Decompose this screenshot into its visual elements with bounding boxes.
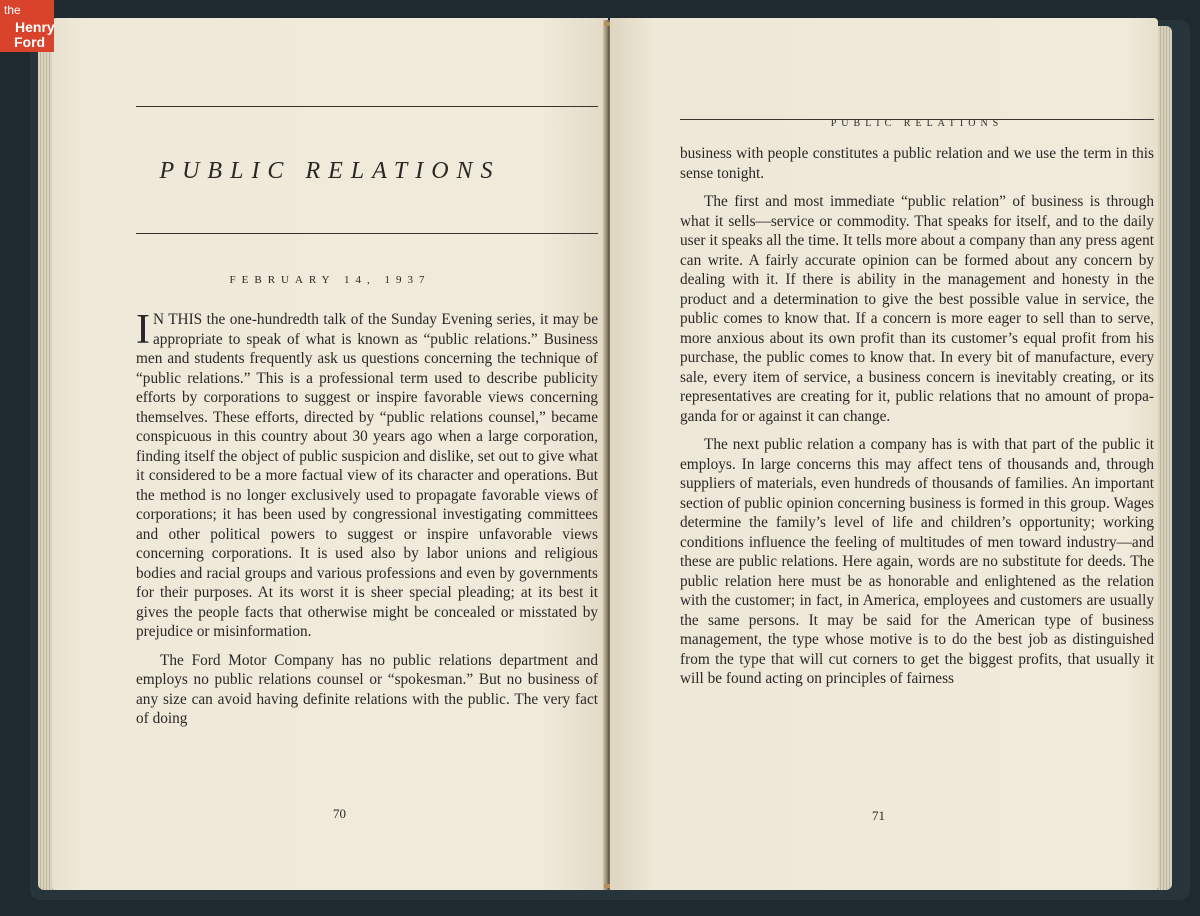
left-paragraph-text: N THIS the one-hundredth talk of the Sunday Evening series, it may be appropriate to speak of what is known as “public relations.” Business men and students frequently ask us questions concerning the technique of “public relations.” This is a professional term used to describe publicity efforts by corporations to suggest or inspire favorable views concerning themselves. These efforts, directed by “public relations counsel,” became conspicuous in this country about 30 years ago when a large corporation, finding itself the object of public suspicion and dislike, set out to give what it considered to be a more factual view of its character and operations. But the method is no longer exclusively used to propagate favorable views of corporations; it has been used by congressional investigating committees and other political powers to suggest or inspire unfavorable views concerning corporations. It is used also by labor unions and religious bodies and racial groups and various professions and even by governments for their purposes. At its worst it is sheer special pleading; at its best it gives the people facts that otherwise might be concealed or misstated by prejudice or misinformation. — [136, 311, 598, 640]
page-number-left: 70 — [333, 806, 346, 821]
logo-text-ford: Ford — [14, 34, 46, 50]
logo-text-henry: Henry — [15, 19, 55, 35]
left-body-text — [136, 307, 598, 729]
running-head: PUBLIC RELATIONS — [830, 118, 1004, 129]
right-paragraph: business with people constitutes a public relation and we use the term in this sense tonight. — [680, 145, 1154, 182]
drop-cap: I — [136, 307, 150, 353]
right-page — [610, 18, 1158, 890]
henry-ford-logo — [0, 0, 54, 52]
page-number-right: 71 — [872, 808, 885, 823]
top-rule — [136, 106, 598, 107]
left-page — [52, 18, 608, 890]
left-paragraph — [136, 307, 598, 642]
talk-date: FEBRUARY 14, 1937 — [229, 274, 431, 286]
right-paragraph: The first and most immediate “public relation” of business is through what it sells—service or commodity. That speaks for itself, and to the daily user it speaks all the time. It tells more about a company than any press agent can write. A fairly accurate opinion can be formed about any concern by dealing with it. If there is ability in the management and honesty in the product and a determination to give the best possible value in service, the public comes to know that. If a concern is more eager to sell than to serve, more anxious about its own profit than its customer’s equal profit from his purchase, the public comes to know that. In every bit of manufacture, every sale, every item of service, a business concern is inevitably creating, or its representatives are creating for it, public relations that no amount of propaganda for or against it can change. — [680, 193, 1154, 425]
right-paragraph: The next public relation a company has is with that part of the public it employs. In large concerns this may affect tens of thousands and, through suppliers of materials, even hundreds of thousands of families. An important section of public opinion concerning business is formed in this group. Wages determine the family’s level of life and children’s opportunity; working conditions influence the feeling of multitudes of men toward industry—and these are public relations. Here again, words are no substitute for deeds. The public relation here must be as honorable and enlightened as the relation with the customer; in fact, in America, employees and customers are usually the same persons. It may be said for the American type of business management, the type whose motive is to do the best job as distinguished from the type that will cut corners to get the biggest profits, that usually it will be found acting on principles of fairness — [680, 436, 1154, 687]
header-rule — [680, 119, 1154, 120]
left-paragraph: The Ford Motor Company has no public relations department and employs no public relations counsel or “spokesman.” But no business of any size can avoid having definite relations with the public. The very fact of doing — [136, 651, 598, 727]
title-rule — [136, 233, 598, 234]
right-body-text — [680, 144, 1154, 689]
logo-text-the: the — [4, 3, 21, 17]
chapter-title: PUBLIC RELATIONS — [159, 158, 501, 184]
